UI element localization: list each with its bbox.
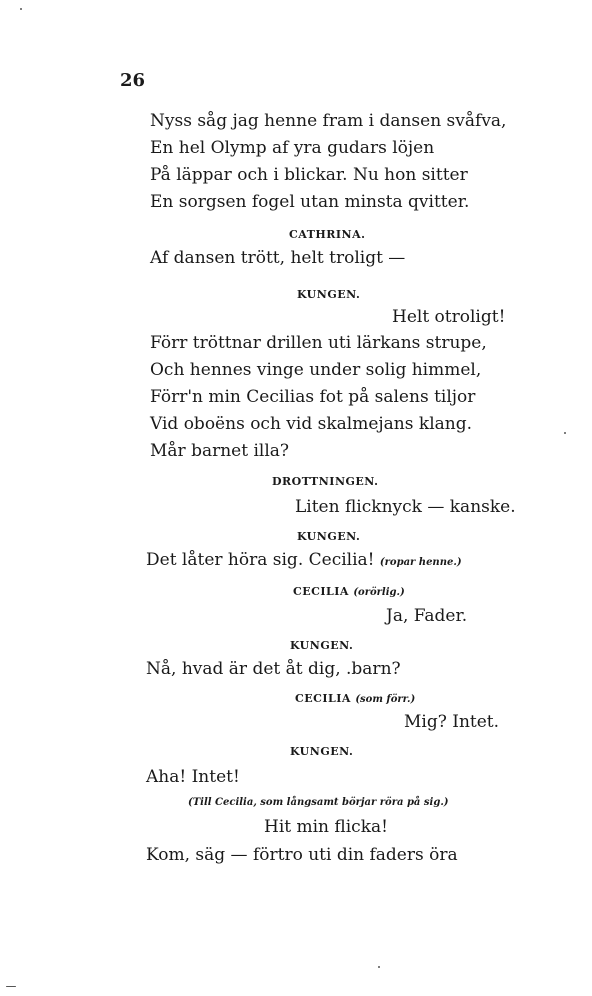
page-number: 26 — [120, 70, 146, 91]
verse-line: Kom, säg — förtro uti din faders öra — [146, 845, 458, 865]
verse-text: Det låter höra sig. Cecilia! — [146, 550, 375, 570]
verse-line: Af dansen trött, helt troligt — — [150, 248, 406, 268]
stage-direction: (som förr.) — [355, 694, 416, 705]
speaker-name: CATHRINA. — [289, 228, 366, 241]
verse-line: En hel Olymp af yra gudars löjen — [150, 138, 435, 158]
paper-speck — [378, 966, 380, 968]
verse-line: Ja, Fader. — [386, 606, 468, 626]
verse-line: En sorgsen fogel utan minsta qvitter. — [150, 192, 470, 212]
speaker-label: CECILIA — [295, 692, 351, 705]
paper-speck — [564, 432, 566, 434]
verse-line: Helt otroligt! — [392, 307, 506, 327]
verse-line: Nå, hvad är det åt dig, .barn? — [146, 659, 401, 679]
verse-line: Liten flicknyck — kanske. — [295, 497, 516, 517]
verse-line: Nyss såg jag henne fram i dansen svåfva, — [150, 111, 507, 131]
speaker-name: KUNGEN. — [290, 639, 354, 652]
verse-line: Förr tröttnar drillen uti lärkans strupe, — [150, 333, 487, 353]
stage-direction: (ropar henne.) — [379, 557, 462, 568]
speaker-name: DROTTNINGEN. — [272, 475, 379, 488]
verse-line: Mår barnet illa? — [150, 441, 290, 461]
speaker-name: KUNGEN. — [290, 745, 354, 758]
verse-line: Vid oboëns och vid skalmejans klang. — [150, 414, 472, 434]
paper-speck — [20, 8, 22, 10]
verse-line: På läppar och i blickar. Nu hon sitter — [150, 165, 468, 185]
verse-line — [146, 550, 462, 573]
stage-direction: (Till Cecilia, som långsamt börjar röra på sig.) — [188, 797, 449, 808]
speaker-name — [293, 585, 405, 600]
verse-line: Aha! Intet! — [146, 767, 240, 787]
stage-direction: (orörlig.) — [353, 587, 405, 598]
verse-line: Hit min flicka! — [264, 817, 388, 837]
speaker-name: KUNGEN. — [297, 530, 361, 543]
speaker-name — [295, 692, 415, 707]
paper-speck — [6, 986, 16, 987]
verse-line: Och hennes vinge under solig himmel, — [150, 360, 482, 380]
speaker-label: CECILIA — [293, 585, 349, 598]
verse-line: Förr'n min Cecilias fot på salens tiljor — [150, 387, 476, 407]
speaker-name: KUNGEN. — [297, 288, 361, 301]
verse-line: Mig? Intet. — [404, 712, 500, 732]
